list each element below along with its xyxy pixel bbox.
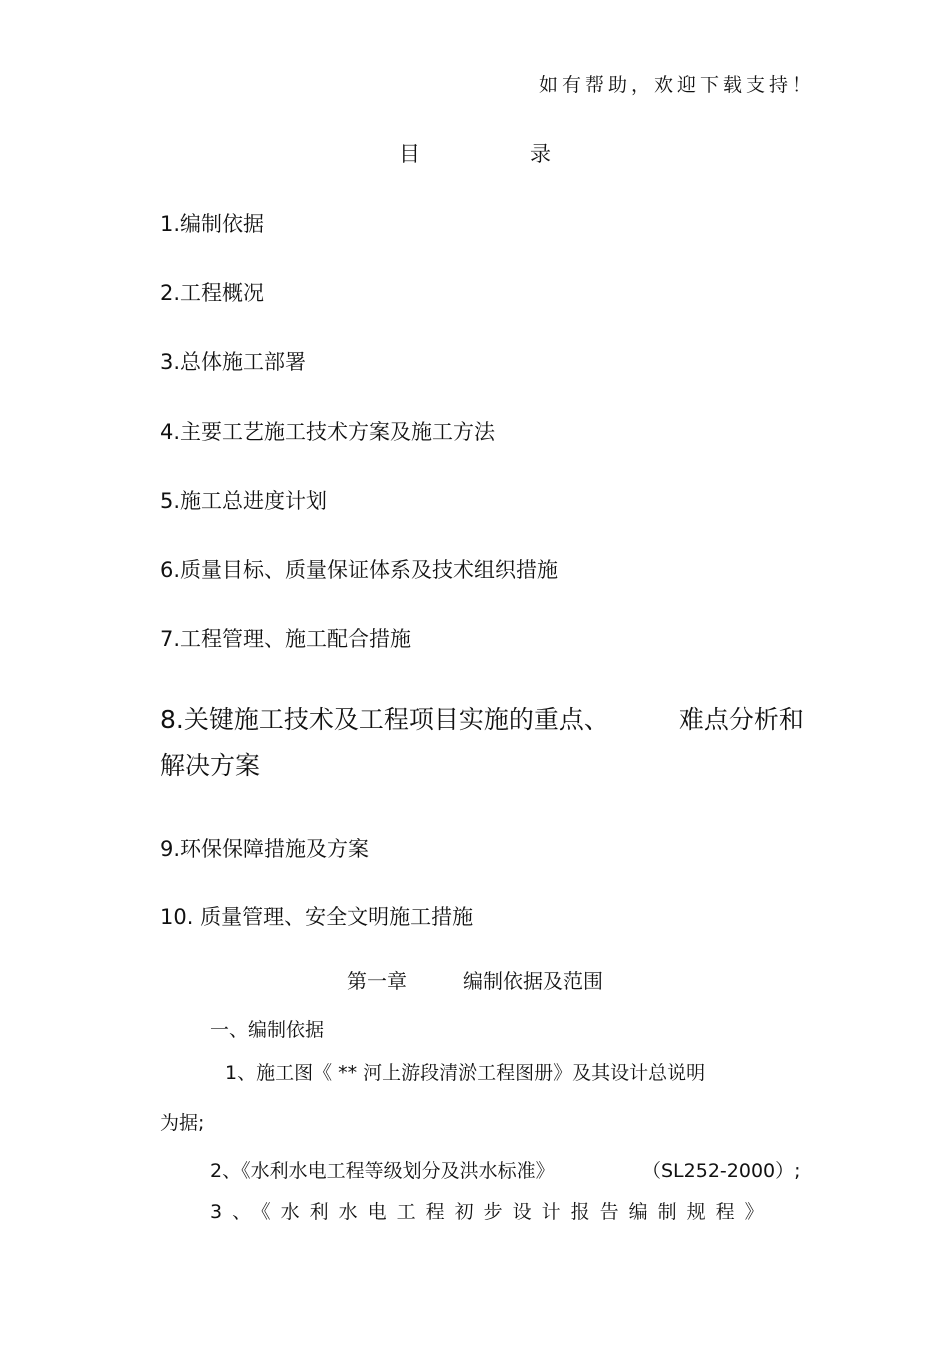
toc-title-right: 录 bbox=[530, 142, 551, 166]
chapter-title: 编制依据及范围 bbox=[463, 969, 603, 993]
toc-item-8 bbox=[160, 697, 820, 789]
paragraph-2-title: 2、《水利水电工程等级划分及洪水标准》 bbox=[210, 1160, 555, 1182]
header-note: 如有帮助，欢迎下载支持！ bbox=[538, 74, 815, 96]
paragraph-3: 3、《水利水电工程初步设计报告编制规程》 bbox=[210, 1201, 774, 1223]
toc-item-4: 4.主要工艺施工技术方案及施工方法 bbox=[160, 420, 496, 444]
toc-item-10: 10. 质量管理、安全文明施工措施 bbox=[160, 905, 474, 929]
paragraph-2-code: （SL252-2000）; bbox=[642, 1160, 801, 1182]
toc-item-1: 1.编制依据 bbox=[160, 212, 265, 236]
toc-item-8-part1: 8.关键施工技术及工程项目实施的重点、 bbox=[160, 705, 609, 734]
toc-item-5: 5.施工总进度计划 bbox=[160, 489, 328, 513]
toc-item-2: 2.工程概况 bbox=[160, 281, 265, 305]
toc-item-6: 6.质量目标、质量保证体系及技术组织措施 bbox=[160, 558, 559, 582]
chapter-heading bbox=[0, 965, 950, 994]
paragraph-1-line-1: 1、施工图《 ** 河上游段清淤工程图册》及其设计总说明 bbox=[225, 1062, 706, 1084]
toc-title-left: 目 bbox=[399, 142, 420, 166]
section-heading: 一、编制依据 bbox=[210, 1019, 325, 1041]
toc-item-8-part2: 难点分析和解决方案 bbox=[160, 705, 804, 780]
toc-title bbox=[0, 138, 950, 168]
toc-item-9: 9.环保保障措施及方案 bbox=[160, 837, 370, 861]
paragraph-1-line-2: 为据; bbox=[160, 1112, 205, 1134]
chapter-number: 第一章 bbox=[347, 969, 407, 993]
toc-item-7: 7.工程管理、施工配合措施 bbox=[160, 627, 412, 651]
toc-item-3: 3.总体施工部署 bbox=[160, 350, 307, 374]
